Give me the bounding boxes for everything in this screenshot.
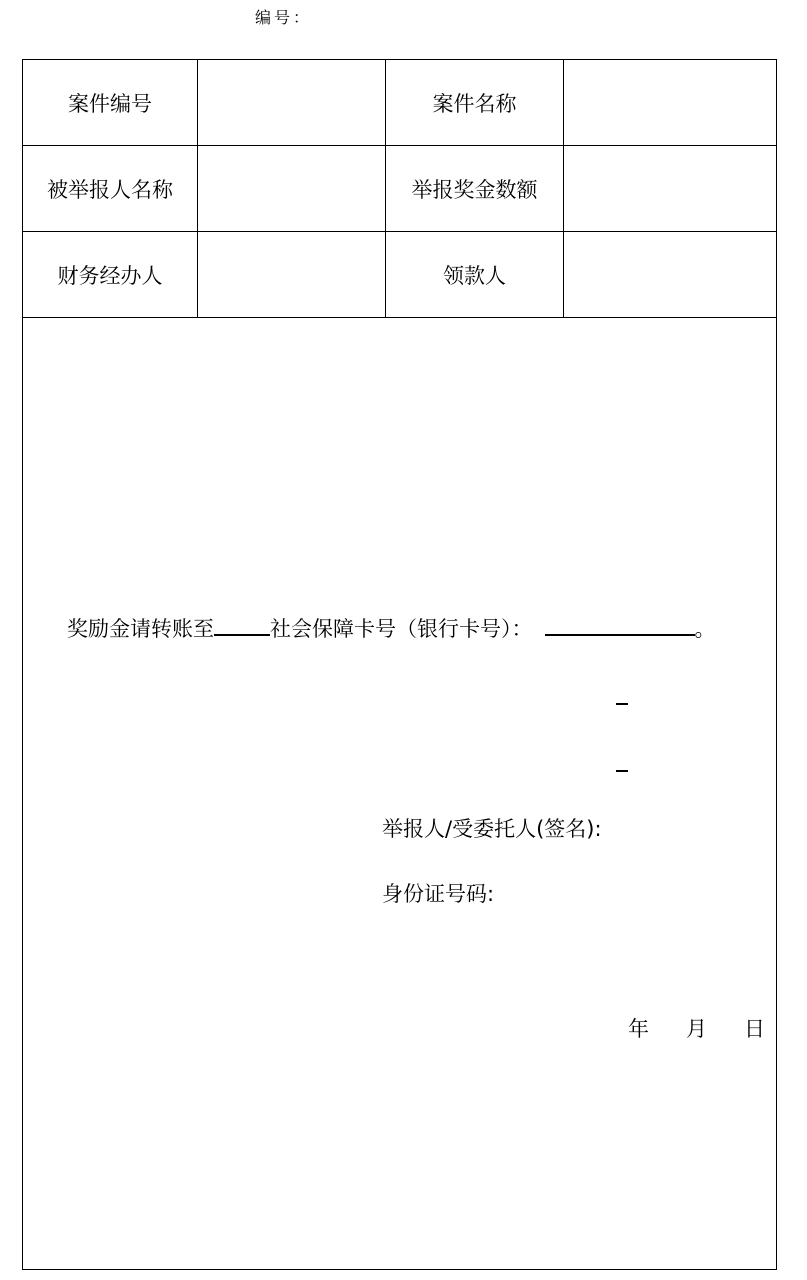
- reward-receipt-form: [22, 59, 777, 1270]
- date-year-label: 年: [628, 1017, 649, 1041]
- case-number-label: 案件编号: [68, 92, 152, 116]
- card-number-label: 社会保障卡号（银行卡号）：: [270, 617, 533, 641]
- reported-party-name-label: 被举报人名称: [47, 178, 173, 202]
- card-number-blank[interactable]: [545, 616, 695, 636]
- reward-amount-field[interactable]: [564, 146, 776, 232]
- date-day-label: 日: [744, 1017, 765, 1041]
- date-month-label: 月: [686, 1017, 707, 1041]
- transfer-instruction: [67, 613, 716, 643]
- finance-handler-field[interactable]: [198, 232, 385, 318]
- dash-mark: [616, 770, 628, 772]
- dash-mark: [616, 703, 628, 705]
- case-name-field[interactable]: [564, 60, 776, 146]
- bank-name-blank[interactable]: [214, 616, 270, 636]
- recipient-label: 领款人: [443, 264, 506, 288]
- case-name-label: 案件名称: [432, 92, 517, 116]
- serial-number-label: 编号：: [255, 8, 313, 27]
- reward-amount-label: 举报奖金数额: [411, 178, 538, 202]
- recipient-field[interactable]: [564, 232, 776, 318]
- case-number-field[interactable]: [198, 60, 385, 146]
- transfer-prefix-text: 奖励金请转账至: [67, 617, 214, 641]
- id-number-label: 身份证号码:: [382, 882, 495, 906]
- sentence-end-mark: 。: [694, 617, 716, 641]
- reported-party-name-field[interactable]: [198, 146, 385, 232]
- finance-handler-label: 财务经办人: [57, 264, 163, 288]
- signature-label: 举报人/受委托人(签名):: [382, 817, 602, 841]
